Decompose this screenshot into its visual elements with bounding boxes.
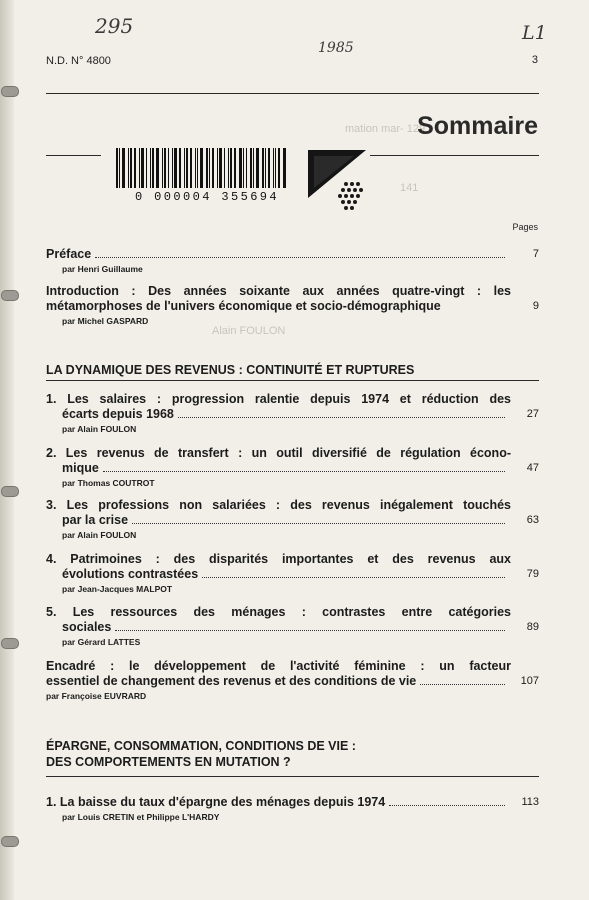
barcode-digits: 0 000004 355694 (134, 190, 280, 204)
barcode-bar (228, 148, 229, 188)
toc-entry-row (46, 247, 539, 262)
barcode-bar (234, 148, 236, 188)
barcode-bar (197, 148, 198, 188)
barcode-bar (230, 148, 232, 188)
dot-leader (132, 523, 505, 524)
toc-entry-author: par Henri Guillaume (62, 264, 143, 274)
toc-entry-preface[interactable] (46, 247, 539, 274)
binder-edge (0, 0, 14, 900)
barcode-bar (283, 148, 286, 188)
barcode-bar (275, 148, 276, 188)
barcode-bar (152, 148, 154, 188)
toc-entry-author: par Françoise EUVRARD (46, 691, 147, 701)
barcode-bar (262, 148, 264, 188)
barcode-bar (172, 148, 173, 188)
toc-page-number: 107 (520, 675, 539, 687)
toc-entry-row (46, 299, 539, 314)
barcode-bar (206, 148, 208, 188)
barcode-bar (273, 148, 274, 188)
document-number: N.D. N° 4800 (46, 55, 111, 67)
bleed-through-text: mation mar- 129 (345, 123, 426, 135)
barcode-bar (179, 148, 181, 188)
barcode-bar (174, 148, 177, 188)
barcode-bar (278, 148, 280, 188)
title-rule-right (370, 155, 539, 156)
toc-entry-author: par Gérard LATTES (62, 637, 141, 647)
dot-leader (420, 684, 505, 685)
barcode-bar (246, 148, 247, 188)
pages-column-label: Pages (512, 222, 538, 232)
toc-entry-title: Préface (46, 247, 92, 261)
binder-ring (1, 290, 19, 301)
toc-page-number: 63 (526, 514, 539, 526)
handwritten-number: 295 (95, 14, 134, 38)
toc-entry-author: par Thomas COUTROT (62, 478, 155, 488)
toc-entry-title-line: métamorphoses de l'univers économique et socio-démographique (46, 299, 441, 313)
barcode-bar (190, 148, 192, 188)
toc-entry-title-line: 4. Patrimoines : des disparités importantes et des revenus aux (46, 552, 511, 566)
toc-entry-row (46, 674, 539, 689)
dot-leader (178, 417, 505, 418)
toc-entry-title-line: 5. Les ressources des ménages : contrastes entre catégories (46, 605, 511, 619)
barcode-bar (268, 148, 270, 188)
barcode-bar (162, 148, 163, 188)
barcode-bar (239, 148, 242, 188)
barcode-bar (141, 148, 144, 188)
section-rule (46, 776, 539, 777)
toc-entry-row (46, 513, 539, 528)
binder-ring (1, 86, 19, 97)
barcode-bars (116, 148, 296, 188)
toc-entry-epargne[interactable] (46, 795, 539, 822)
barcode-bar (146, 148, 147, 188)
dot-leader (95, 257, 505, 258)
toc-entry-author: par Michel GASPARD (62, 316, 149, 326)
title-rule-left (46, 155, 101, 156)
bleed-through-text: Alain FOULON (212, 325, 286, 337)
toc-entry-encadre[interactable] (46, 659, 539, 701)
barcode-bar (209, 148, 210, 188)
section-heading: LA DYNAMIQUE DES REVENUS : CONTINUITÉ ET RUPTURES (46, 363, 415, 377)
toc-entry-salaires[interactable] (46, 392, 539, 434)
toc-entry-title-line: mique (62, 461, 99, 475)
binder-ring (1, 638, 19, 649)
toc-entry-title-line: sociales (62, 620, 112, 634)
toc-entry-row (46, 407, 539, 422)
barcode-bar (217, 148, 218, 188)
publisher-logo-icon (306, 148, 368, 214)
binder-ring (1, 836, 19, 847)
toc-entry-title-line: évolutions contrastées (62, 567, 199, 581)
barcode-bar (224, 148, 225, 188)
barcode (108, 148, 306, 210)
barcode-bar (200, 148, 203, 188)
barcode-bar (128, 148, 129, 188)
handwritten-mark: L1 (522, 22, 547, 44)
barcode-bar (156, 148, 159, 188)
toc-page-number: 47 (526, 462, 539, 474)
toc-page-number: 79 (526, 568, 539, 580)
barcode-bar (168, 148, 169, 188)
barcode-bar (256, 148, 259, 188)
barcode-bar (265, 148, 266, 188)
header-rule (46, 93, 539, 94)
section-heading (46, 738, 356, 770)
toc-entry-ressources[interactable] (46, 605, 539, 647)
toc-entry-author: par Jean-Jacques MALPOT (62, 584, 173, 594)
toc-entry-title: 1. La baisse du taux d'épargne des ménages depuis 1974 (46, 795, 386, 809)
barcode-bar (219, 148, 222, 188)
barcode-bar (122, 148, 125, 188)
toc-entry-patrimoines[interactable] (46, 552, 539, 594)
dot-leader (202, 577, 505, 578)
barcode-bar (134, 148, 136, 188)
section-heading-line: ÉPARGNE, CONSOMMATION, CONDITIONS DE VIE : (46, 739, 356, 753)
dot-leader (115, 630, 505, 631)
toc-entry-title-line: 3. Les professions non salariées : des revenus inégalement touchés (46, 498, 511, 512)
barcode-bar (119, 148, 120, 188)
page-title: Sommaire (417, 112, 538, 140)
toc-entry-title-line: Encadré : le développement de l'activité féminine : un facteur (46, 659, 511, 673)
toc-page-number: 89 (526, 621, 539, 633)
dot-leader (103, 471, 505, 472)
toc-entry-title-line: par la crise (62, 513, 129, 527)
toc-entry-author: par Louis CRETIN et Philippe L'HARDY (62, 812, 220, 822)
toc-entry-non-salaries[interactable] (46, 498, 539, 540)
section-rule (46, 380, 539, 381)
toc-entry-title-line: 1. Les salaires : progression ralentie depuis 1974 et réduction des (46, 392, 511, 406)
page-number: 3 (531, 54, 538, 66)
barcode-bar (212, 148, 214, 188)
toc-page-number: 7 (532, 248, 539, 260)
toc-entry-title-line: Introduction : Des années soixante aux années quatre-vingt : les (46, 284, 511, 298)
barcode-bar (250, 148, 252, 188)
barcode-bar (130, 148, 132, 188)
toc-entry-revenus-transfert[interactable] (46, 446, 539, 488)
barcode-bar (116, 148, 118, 188)
toc-entry-row (46, 620, 539, 635)
toc-entry-author: par Alain FOULON (62, 530, 137, 540)
handwritten-year: 1985 (318, 40, 354, 56)
barcode-bar (164, 148, 166, 188)
toc-entry-row (46, 567, 539, 582)
barcode-bar (150, 148, 151, 188)
barcode-bar (184, 148, 185, 188)
section-heading-line: DES COMPORTEMENTS EN MUTATION ? (46, 755, 291, 769)
toc-entry-introduction[interactable] (46, 284, 539, 326)
toc-entry-title-line: écarts depuis 1968 (62, 407, 174, 421)
toc-page-number: 27 (526, 408, 539, 420)
toc-page-number: 9 (532, 300, 539, 312)
bleed-through-text: 141 (400, 182, 419, 194)
barcode-bar (253, 148, 254, 188)
toc-entry-title-line: essentiel de changement des revenus et des conditions de vie (46, 674, 417, 688)
toc-entry-row (46, 461, 539, 476)
toc-entry-author: par Alain FOULON (62, 424, 137, 434)
barcode-bar (195, 148, 196, 188)
toc-entry-row (46, 795, 539, 810)
barcode-bar (186, 148, 188, 188)
toc-page-number: 113 (521, 796, 539, 808)
barcode-bar (139, 148, 140, 188)
dot-leader (389, 805, 505, 806)
barcode-bar (243, 148, 244, 188)
toc-entry-title-line: 2. Les revenus de transfert : un outil diversifié de régulation écono- (46, 446, 511, 460)
binder-ring (1, 486, 19, 497)
